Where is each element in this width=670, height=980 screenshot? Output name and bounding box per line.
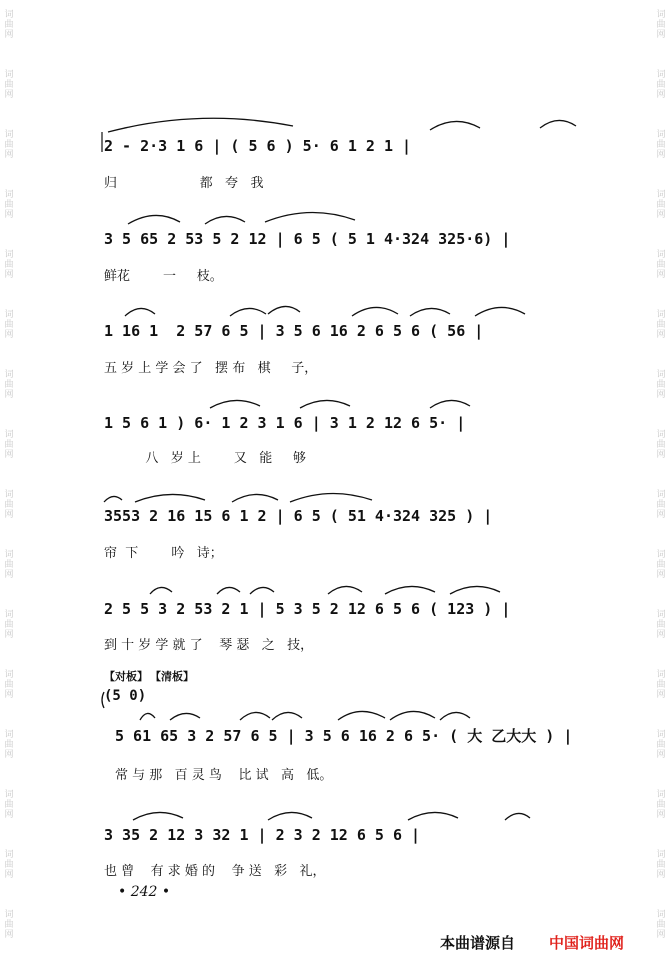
watermark-text: 词 曲 网 [656,610,666,640]
footer-site-name: 中国词曲网 [549,934,625,952]
watermark-text: 词 曲 网 [656,190,666,220]
lyrics-line-7: 常 与 那 百 灵 鸟 比 试 高 低。 [115,768,333,783]
notation-line-5: 3553 2 16 15 6 1 2 | 6 5 ( 51 4·324 325 ) | [104,507,493,525]
slur-arc [268,812,312,820]
slur-arc [408,812,458,820]
watermark-text: 词 曲 网 [4,610,14,640]
watermark-text: 词 曲 网 [656,490,666,520]
slur-arc [240,712,270,720]
slur-arc [410,308,450,316]
watermark-text: 词 曲 网 [4,10,14,40]
slur-arc [450,586,500,594]
lyrics-line-2: 鲜花 一 枝。 [104,269,223,284]
watermark-text: 词 曲 网 [4,850,14,880]
slur-arc [338,711,385,720]
section-label-qingban: 【清板】 [150,670,194,683]
watermark-text: 词 曲 网 [656,790,666,820]
slur-arc [128,215,180,224]
lyrics-line-4: 八 岁 上 又 能 够 [104,451,306,466]
footer-source-text: 本曲谱源自 [440,934,516,952]
watermark-text: 词 曲 网 [656,370,666,400]
slur-arc [390,711,435,720]
notation-line-7: 5 61 65 3 2 57 6 5 | 3 5 6 16 2 6 5· ( 大 乙大大 ) | [115,727,573,745]
watermark-text: 词 曲 网 [656,250,666,280]
slur-arc [108,118,293,132]
slur-arc [440,712,470,720]
slur-arc [290,493,372,502]
notation-line-2: 3 5 65 2 53 5 2 12 | 6 5 ( 5 1 4·324 325·6) | [104,230,511,248]
notation-line-8: 3 35 2 12 3 32 1 | 2 3 2 12 6 5 6 | [104,826,421,844]
watermark-text: 词 曲 网 [4,910,14,940]
watermark-text: 词 曲 网 [656,550,666,580]
watermark-text: 词 曲 网 [4,670,14,700]
notation-line-6: 2 5 5 3 2 53 2 1 | 5 3 5 2 12 6 5 6 ( 123 ) | [104,600,511,618]
slur-arc [133,812,183,820]
slur-arc [210,400,260,408]
notation-line-3: 1 16 1 2 57 6 5 | 3 5 6 16 2 6 5 6 ( 56 | [104,322,484,340]
watermark-text: 词 曲 网 [656,130,666,160]
lyrics-line-5: 帘 下 吟 诗； [104,546,223,561]
watermark-text: 词 曲 网 [4,130,14,160]
slur-arc [250,587,274,594]
slur-arc [205,216,245,224]
slur-arc [430,400,470,408]
watermark-text: 词 曲 网 [656,910,666,940]
slur-arc [272,712,302,720]
slur-arc [104,496,122,502]
slur-arc [265,212,355,222]
notation-line-1: 2 - 2·3 1 6 | ( 5 6 ) 5· 6 1 2 1 | [104,137,412,155]
watermark-text: 词 曲 网 [656,730,666,760]
watermark-text: 词 曲 网 [656,430,666,460]
watermark-text: 词 曲 网 [656,10,666,40]
watermark-text: 词 曲 网 [656,670,666,700]
slur-arc [140,713,155,720]
slur-arc [232,494,278,502]
page-number: • 242 • [118,884,171,900]
watermark-text: 词 曲 网 [656,70,666,100]
watermark-text: 词 曲 网 [4,310,14,340]
slur-arc [268,306,300,314]
slur-arc [217,587,240,594]
slur-arc [150,587,172,594]
slur-arc [230,308,266,316]
slur-arc [505,813,530,820]
slur-arc [125,308,155,316]
slur-arc [430,121,480,130]
slur-arc [328,586,362,594]
slur-arc [385,586,435,594]
watermark-text: 词 曲 网 [4,490,14,520]
section-label-duiban: 【对板】 [104,670,148,683]
slur-arc [300,400,350,408]
slur-arc [352,307,398,316]
watermark-text: 词 曲 网 [4,70,14,100]
slur-arc [135,494,205,502]
slur-arc [170,713,200,720]
watermark-text: 词 曲 网 [4,730,14,760]
watermark-text: 词 曲 网 [4,430,14,460]
lyrics-line-8: 也 曾 有 求 婚 的 争 送 彩 礼， [104,864,326,879]
watermark-text: 词 曲 网 [4,370,14,400]
intro-notes: (5 0) [104,688,147,704]
lyrics-line-1: 归 都 夸 我 [104,176,264,191]
slur-arc [540,120,576,128]
watermark-text: 词 曲 网 [656,850,666,880]
lyrics-line-3: 五 岁 上 学 会 了 摆 布 棋 子， [104,361,318,376]
lyrics-line-6: 到 十 岁 学 就 了 琴 瑟 之 技， [104,638,314,653]
watermark-text: 词 曲 网 [4,250,14,280]
watermark-text: 词 曲 网 [4,190,14,220]
watermark-text: 词 曲 网 [4,790,14,820]
watermark-text: 词 曲 网 [656,310,666,340]
slur-arc [475,307,525,316]
watermark-text: 词 曲 网 [4,550,14,580]
notation-line-4: 1 5 6 1 ) 6· 1 2 3 1 6 | 3 1 2 12 6 5· | [104,414,466,432]
